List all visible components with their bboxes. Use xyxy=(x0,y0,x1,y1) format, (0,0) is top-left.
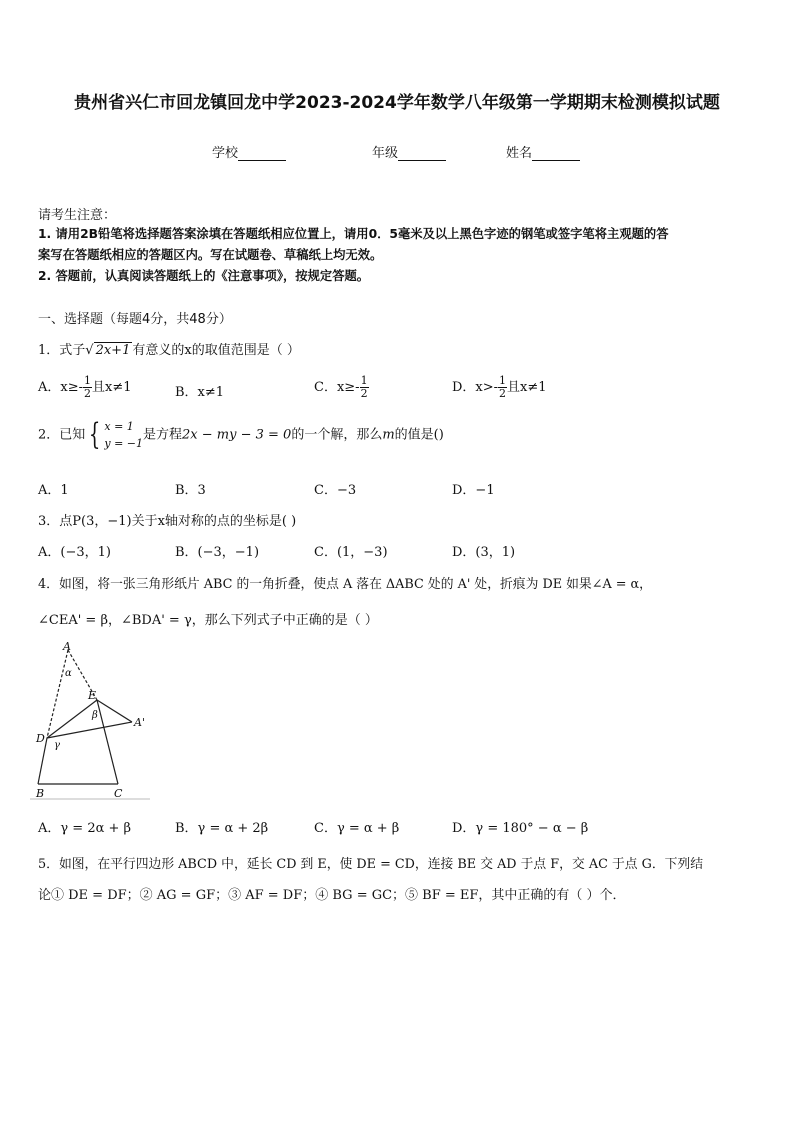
system-brace: { xyxy=(89,417,101,452)
grade-field xyxy=(372,142,446,161)
question-2: 2．已知 { x = 1 y = −1 是方程2x − my − 3 = 0的一个解，那么m的值是() xyxy=(38,417,444,452)
question-5-line-2: 论① DE = DF；② AG = GF；③ AF = DF；④ BG = GC；⑤ BF = EF，其中正确的有（ ）个． xyxy=(38,888,626,903)
q1-d-fraction: $\frac{1}{2}$ xyxy=(499,374,507,400)
q1-option-b[interactable]: B．x≠1 xyxy=(175,385,225,400)
question-1: 1．式子√ 2x+1 有意义的x的取值范围是（ ） xyxy=(38,343,300,358)
q2-option-b[interactable]: B．3 xyxy=(175,483,206,498)
notice-item-2: 2. 答题前，认真阅读答题纸上的《注意事项》，按规定答题。 xyxy=(38,269,370,283)
question-3: 3．点P(3，−1)关于x轴对称的点的坐标是( ) xyxy=(38,514,297,529)
name-blank[interactable] xyxy=(532,147,580,161)
q4-option-a[interactable]: A．γ = 2α + β xyxy=(38,821,132,836)
segment-da2 xyxy=(47,722,132,738)
notice-item-1a: 1. 请用2B铅笔将选择题答案涂填在答题纸相应位置上，请用0．5毫米及以上黑色字迹的钢笔或签字笔将主观题的答 xyxy=(38,227,669,241)
equation-system: x = 1 y = −1 xyxy=(104,420,144,450)
q1-option-d[interactable]: D．x>- $\frac{1}{2}$ 且x≠1 xyxy=(452,374,547,400)
triangle-fold-figure xyxy=(30,640,160,805)
name-field xyxy=(506,142,580,161)
q1-option-c[interactable]: C．x≥- $\frac{1}{2}$ xyxy=(314,374,368,400)
section-heading: 一、选择题（每题4分，共48分） xyxy=(38,312,232,327)
q1-c-fraction: $\frac{1}{2}$ xyxy=(360,374,368,400)
q1-post: 有意义的x的取值范围是（ ） xyxy=(132,343,300,358)
notice-item-1b: 案写在答题纸相应的答题区内。写在试题卷、草稿纸上均无效。 xyxy=(38,248,383,262)
school-blank[interactable] xyxy=(238,147,286,161)
label-a: A xyxy=(63,640,71,653)
question-5-line-1: 5．如图，在平行四边形 ABCD 中，延长 CD 到 E，使 DE = CD，连接 BE 交 AD 于点 F，交 AC 于点 G．下列结 xyxy=(38,857,704,872)
q2-option-c[interactable]: C．−3 xyxy=(314,483,357,498)
q3-option-a[interactable]: A．(−3，1) xyxy=(38,545,111,560)
q3-option-d[interactable]: D．(3，1) xyxy=(452,545,516,560)
q3-option-b[interactable]: B．(−3，−1) xyxy=(175,545,260,560)
school-label: 学校 xyxy=(212,146,239,161)
q1-radicand: 2x+1 xyxy=(95,343,131,358)
grade-blank[interactable] xyxy=(398,147,446,161)
notice-heading: 请考生注意： xyxy=(38,208,117,223)
label-d: D xyxy=(36,732,45,745)
q1-option-a[interactable]: A．x≥- $\frac{1}{2}$ 且x≠1 xyxy=(38,374,132,400)
q3-option-c[interactable]: C．(1，−3) xyxy=(314,545,388,560)
label-b: B xyxy=(36,787,45,800)
question-4-line-2: ∠CEA' = β，∠BDA' = γ，那么下列式子中正确的是（ ） xyxy=(38,613,378,628)
q1-pre: 1．式子 xyxy=(38,343,86,358)
grade-label: 年级 xyxy=(372,146,399,161)
label-gamma: γ xyxy=(54,740,60,751)
label-alpha: α xyxy=(65,668,72,679)
q1-a-fraction: $\frac{1}{2}$ xyxy=(84,374,92,400)
label-a-prime: A' xyxy=(134,716,145,729)
exam-title: 贵州省兴仁市回龙镇回龙中学2023-2024学年数学八年级第一学期期末检测模拟试题 xyxy=(74,93,720,113)
name-label: 姓名 xyxy=(506,146,533,161)
q2-option-d[interactable]: D．−1 xyxy=(452,483,495,498)
label-beta: β xyxy=(92,710,98,721)
question-4-line-1: 4．如图，将一张三角形纸片 ABC 的一角折叠，使点 A 落在 ΔABC 处的 A' 处，折痕为 DE 如果∠A = α， xyxy=(38,577,652,592)
q4-option-b[interactable]: B．γ = α + 2β xyxy=(175,821,269,836)
label-e: E xyxy=(88,689,97,702)
q2-option-a[interactable]: A．1 xyxy=(38,483,69,498)
school-field xyxy=(212,142,286,161)
label-c: C xyxy=(114,787,123,800)
q4-option-d[interactable]: D．γ = 180° − α − β xyxy=(452,821,589,836)
segment-ce xyxy=(97,700,118,784)
q4-option-c[interactable]: C．γ = α + β xyxy=(314,821,400,836)
